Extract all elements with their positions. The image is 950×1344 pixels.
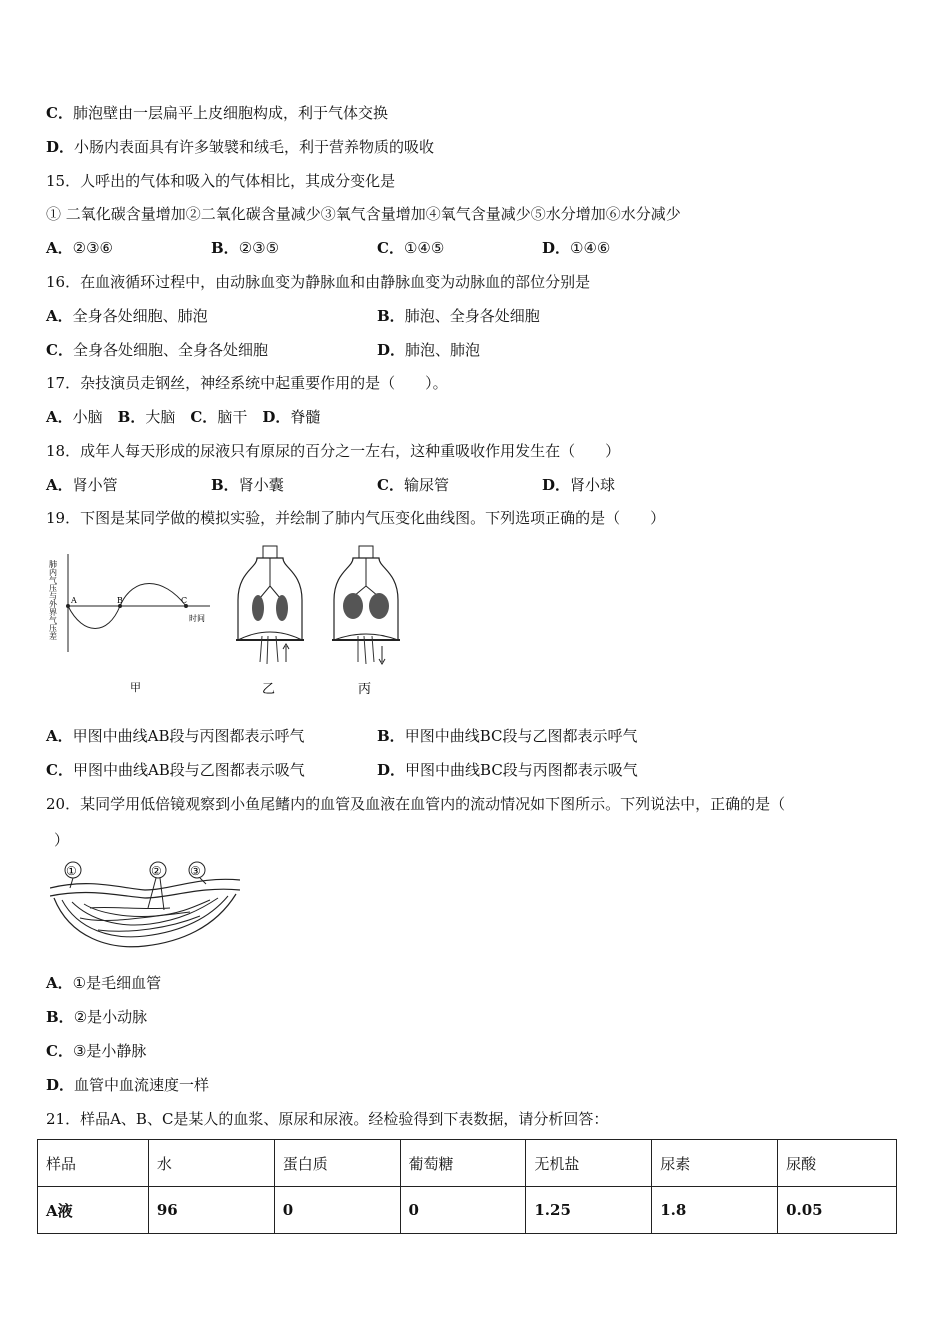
q19-stem: 19．下图是某同学做的模拟实验，并绘制了肺内气压变化曲线图。下列选项正确的是（ ）: [46, 509, 666, 527]
x-axis-label: 时间: [189, 614, 205, 623]
q18-option-a: A．肾小管: [46, 476, 118, 494]
q15-option-d: D．①④⑥: [542, 239, 611, 257]
caption-yi: 乙: [262, 682, 276, 697]
q17-option-c: C．脑干: [190, 408, 248, 426]
bell-jar-bing: [332, 546, 400, 697]
q15-stem: 15．人呼出的气体和吸入的气体相比，其成分变化是: [46, 172, 396, 190]
q19-option-c: C．甲图中曲线AB段与乙图都表示吸气: [46, 761, 305, 779]
q15-option-a: A．②③⑥: [46, 239, 113, 257]
q17-option-d: D．脊髓: [262, 408, 321, 426]
q19-option-b: B．甲图中曲线BC段与乙图都表示呼气: [377, 727, 638, 745]
q15-option-b: B．②③⑤: [211, 239, 280, 257]
table-header-row: [38, 1140, 897, 1187]
q21-stem: 21．样品A、B、C是某人的血浆、原尿和尿液。经检验得到下表数据，请分析回答：: [46, 1110, 609, 1128]
table-header-cell: 尿酸: [778, 1140, 897, 1187]
q16-option-c: C．全身各处细胞、全身各处细胞: [46, 341, 268, 359]
table-header-cell: 葡萄糖: [400, 1140, 526, 1187]
table-cell: 0: [274, 1187, 400, 1234]
q15-option-c: C．①④⑤: [377, 239, 445, 257]
caption-jia: 甲: [130, 681, 141, 694]
q20-option-c: C．③是小静脉: [46, 1042, 147, 1060]
table-header-cell: 尿素: [652, 1140, 778, 1187]
table-row: [38, 1187, 897, 1234]
point-c-label: C: [181, 596, 188, 605]
q19-option-d: D．甲图中曲线BC段与丙图都表示吸气: [377, 761, 638, 779]
table-header-cell: 蛋白质: [274, 1140, 400, 1187]
q20-figure: [50, 858, 240, 958]
y-axis-label: 肺内气压与外界气压差: [48, 560, 58, 640]
label-3: ③: [190, 864, 201, 878]
bell-jar-yi: [236, 546, 304, 697]
q18-option-b: B．肾小囊: [211, 476, 284, 494]
q15-items: ① 二氧化碳含量增加②二氧化碳含量减少③氧气含量增加④氧气含量减少⑤水分增加⑥水分减少: [46, 205, 681, 223]
q19-figure: [48, 540, 418, 705]
table-header-cell: 样品: [38, 1140, 149, 1187]
table-cell: 0: [400, 1187, 526, 1234]
q17-option-b: B．大脑: [117, 408, 176, 426]
q18-option-d: D．肾小球: [542, 476, 616, 494]
q14-option-c: C．肺泡壁由一层扁平上皮细胞构成，利于气体交换: [46, 104, 388, 122]
point-a: [66, 604, 70, 608]
table-cell: 96: [148, 1187, 274, 1234]
q14-option-d: D．小肠内表面具有许多皱襞和绒毛，利于营养物质的吸收: [46, 138, 435, 156]
table-cell: A液: [38, 1187, 149, 1234]
q16-option-a: A．全身各处细胞、肺泡: [46, 307, 208, 325]
q16-stem: 16．在血液循环过程中，由动脉血变为静脉血和由静脉血变为动脉血的部位分别是: [46, 273, 591, 291]
table-cell: 0.05: [778, 1187, 897, 1234]
table-header-cell: 水: [148, 1140, 274, 1187]
table-cell: 1.8: [652, 1187, 778, 1234]
point-a-label: A: [71, 596, 77, 605]
q16-option-b: B．肺泡、全身各处细胞: [377, 307, 540, 325]
point-b-label: B: [117, 596, 123, 605]
caption-bing: 丙: [358, 682, 372, 697]
q20-option-d: D．血管中血流速度一样: [46, 1076, 210, 1094]
q20-stem-end: ）: [54, 831, 70, 849]
q17-option-a: A．小脑: [46, 408, 103, 426]
label-1: ①: [66, 864, 77, 878]
table-cell: 1.25: [526, 1187, 652, 1234]
q17-stem: 17．杂技演员走钢丝，神经系统中起重要作用的是（ ）。: [46, 374, 448, 392]
q20-option-a: A．①是毛细血管: [46, 974, 162, 992]
q16-option-d: D．肺泡、肺泡: [377, 341, 481, 359]
table-header-cell: 无机盐: [526, 1140, 652, 1187]
q18-option-c: C．输尿管: [377, 476, 449, 494]
q18-stem: 18．成年人每天形成的尿液只有原尿的百分之一左右，这种重吸收作用发生在（ ）: [46, 442, 621, 460]
q20-option-b: B．②是小动脉: [46, 1008, 148, 1026]
q21-data-table: [37, 1139, 897, 1234]
pressure-chart: [48, 554, 210, 694]
q20-stem: 20．某同学用低倍镜观察到小鱼尾鳍内的血管及血液在血管内的流动情况如下图所示。下列说法中，正确的是（: [46, 795, 786, 813]
q19-option-a: A．甲图中曲线AB段与丙图都表示呼气: [46, 727, 305, 745]
label-2: ②: [151, 864, 162, 878]
q17-options: [46, 407, 320, 427]
